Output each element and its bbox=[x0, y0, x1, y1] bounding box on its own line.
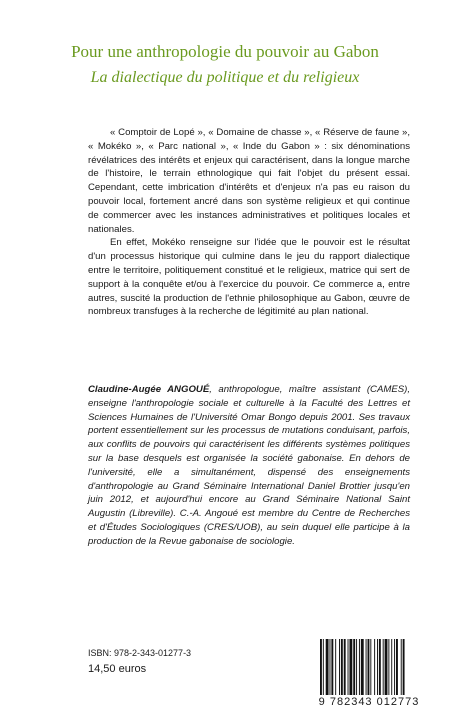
book-subtitle: La dialectique du politique et du religieux bbox=[90, 69, 360, 86]
author-bio-paragraph bbox=[88, 383, 410, 549]
price: 14,50 euros bbox=[88, 663, 147, 675]
barcode bbox=[317, 639, 421, 711]
author-bio bbox=[88, 383, 410, 549]
barcode-bars bbox=[317, 639, 421, 695]
summary-paragraph-2: En effet, Mokéko renseigne sur l'idée que le pouvoir est le résultat d'un processus historique qui culmine dans le jeu du rapport dialectique entre le territoire, politiquement constitué et le religieux, matrice qui sert de support à la conquête et/ou à l'exercice du pouvoir. Ce commerce a, entre autres, suscité la production de l'ethnie philosophique au Gabon, œuvre de nombreux transfuges à la recherche de légitimité au plan national. bbox=[88, 237, 410, 318]
book-title: Pour une anthropologie du pouvoir au Gabon bbox=[71, 42, 379, 61]
isbn: ISBN: 978-2-343-01277-3 bbox=[88, 648, 192, 658]
summary-text bbox=[88, 126, 410, 319]
publication-info bbox=[88, 647, 288, 676]
author-name: Claudine-Augée ANGOUÉ bbox=[88, 384, 210, 395]
summary-paragraph-1: « Comptoir de Lopé », « Domaine de chasse », « Réserve de faune », « Mokéko », « Parc national », « Inde du Gabon » : six dénominations révélatrices des intérêts et enjeux qui caractérisent, dans la longue marche de l'histoire, le terrain ethnologique qui fait l'objet du présent essai. Cependant, cette imbrication d'intérêts et d'enjeux n'a pas eu raison du pouvoir local, fortement ancré dans son système religieux et qui continue de commercer avec les instances administratives et politiques locales et nationales. bbox=[88, 127, 410, 235]
author-bio-text: , anthropologue, maître assistant (CAMES), enseigne l'anthropologie sociale et culturelle à la Faculté des Lettres et Sciences Humaines de l'Université Omar Bongo depuis 2001. Ses travaux portent essentiellement sur les processus de mutations conduisant, parfois, aux conflits de pouvoirs qui caractérisent les différents systèmes politiques sur la base desquels est organisée la société gabonaise. En dehors de l'université, elle a simultanément, dispensé des enseignements d'anthropologie au Grand Séminaire International Daniel Brottier jusqu'en juin 2012, et aujourd'hui encore au Grand Séminaire National Saint Augustin (Libreville). C.-A. Angoué est membre du Centre de Recherches et d'Études Sociologiques (CRES/UOB), au sein duquel elle participe à la production de la Revue gabonaise de sociologie. bbox=[88, 384, 410, 547]
header bbox=[0, 42, 450, 88]
barcode-number: 9 782343 012773 bbox=[318, 696, 420, 708]
